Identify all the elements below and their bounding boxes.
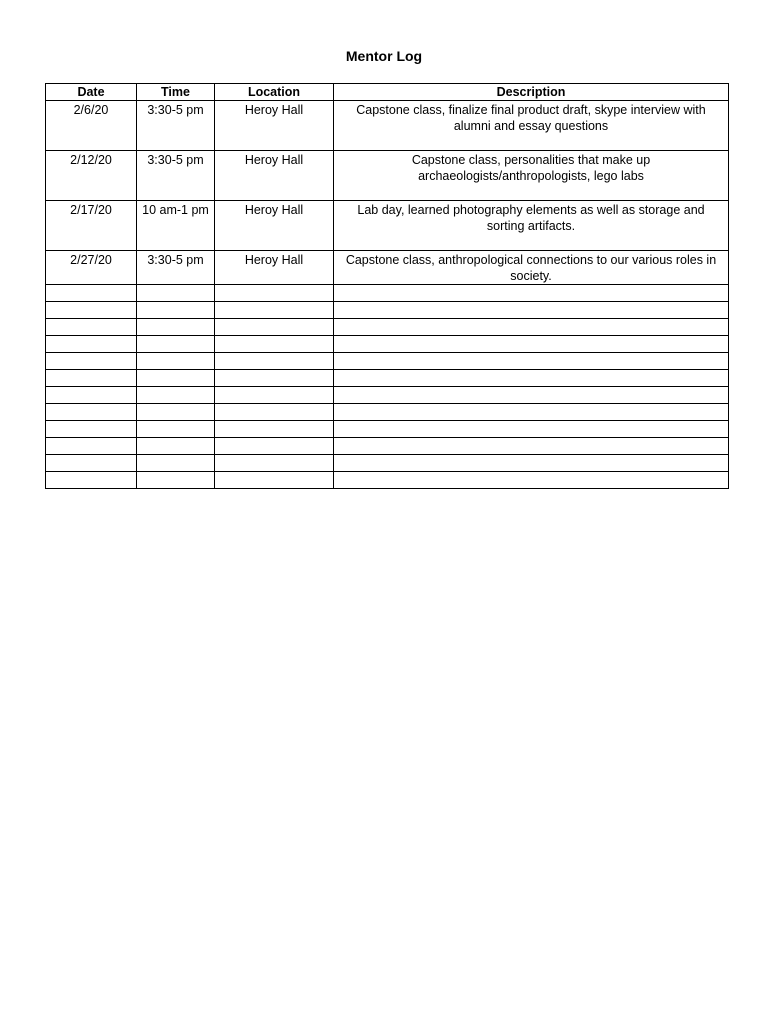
cell-date: 2/27/20 bbox=[46, 251, 137, 285]
blank-cell bbox=[137, 336, 215, 353]
blank-cell bbox=[137, 438, 215, 455]
blank-cell bbox=[137, 285, 215, 302]
blank-cell bbox=[215, 319, 334, 336]
blank-cell bbox=[215, 353, 334, 370]
blank-cell bbox=[334, 455, 729, 472]
mentor-log-table bbox=[45, 83, 729, 489]
blank-cell bbox=[215, 336, 334, 353]
blank-cell bbox=[334, 404, 729, 421]
table-row bbox=[46, 151, 729, 201]
blank-cell bbox=[137, 370, 215, 387]
blank-table-row bbox=[46, 353, 729, 370]
blank-cell bbox=[46, 285, 137, 302]
blank-table-row bbox=[46, 302, 729, 319]
blank-cell bbox=[334, 336, 729, 353]
blank-cell bbox=[46, 319, 137, 336]
cell-date: 2/6/20 bbox=[46, 101, 137, 151]
blank-cell bbox=[46, 353, 137, 370]
blank-cell bbox=[46, 404, 137, 421]
blank-cell bbox=[334, 302, 729, 319]
blank-cell bbox=[215, 438, 334, 455]
blank-cell bbox=[334, 421, 729, 438]
table-header-row bbox=[46, 84, 729, 101]
column-header-time: Time bbox=[137, 84, 215, 101]
column-header-description: Description bbox=[334, 84, 729, 101]
blank-table-row bbox=[46, 455, 729, 472]
blank-table-row bbox=[46, 472, 729, 489]
blank-cell bbox=[215, 455, 334, 472]
cell-description: Capstone class, finalize final product draft, skype interview with alumni and essay questions bbox=[334, 101, 729, 151]
column-header-location: Location bbox=[215, 84, 334, 101]
blank-cell bbox=[334, 353, 729, 370]
blank-cell bbox=[46, 336, 137, 353]
cell-time: 3:30-5 pm bbox=[137, 151, 215, 201]
table-row bbox=[46, 101, 729, 151]
blank-cell bbox=[137, 455, 215, 472]
table-row bbox=[46, 251, 729, 285]
blank-cell bbox=[334, 285, 729, 302]
cell-date: 2/12/20 bbox=[46, 151, 137, 201]
blank-cell bbox=[215, 285, 334, 302]
blank-cell bbox=[215, 421, 334, 438]
blank-cell bbox=[46, 455, 137, 472]
cell-location: Heroy Hall bbox=[215, 151, 334, 201]
table-row bbox=[46, 201, 729, 251]
column-header-date: Date bbox=[46, 84, 137, 101]
blank-cell bbox=[215, 302, 334, 319]
cell-time: 3:30-5 pm bbox=[137, 101, 215, 151]
blank-cell bbox=[46, 421, 137, 438]
blank-table-row bbox=[46, 336, 729, 353]
blank-cell bbox=[137, 421, 215, 438]
blank-cell bbox=[46, 302, 137, 319]
blank-cell bbox=[215, 370, 334, 387]
cell-description: Lab day, learned photography elements as well as storage and sorting artifacts. bbox=[334, 201, 729, 251]
blank-cell bbox=[137, 353, 215, 370]
blank-table-row bbox=[46, 370, 729, 387]
blank-table-row bbox=[46, 319, 729, 336]
blank-cell bbox=[334, 438, 729, 455]
blank-cell bbox=[137, 319, 215, 336]
blank-table-row bbox=[46, 387, 729, 404]
blank-table-row bbox=[46, 438, 729, 455]
cell-description: Capstone class, personalities that make up archaeologists/anthropologists, lego labs bbox=[334, 151, 729, 201]
blank-cell bbox=[46, 370, 137, 387]
blank-cell bbox=[334, 387, 729, 404]
cell-date: 2/17/20 bbox=[46, 201, 137, 251]
cell-location: Heroy Hall bbox=[215, 251, 334, 285]
blank-cell bbox=[334, 472, 729, 489]
blank-cell bbox=[215, 387, 334, 404]
cell-description: Capstone class, anthropological connections to our various roles in society. bbox=[334, 251, 729, 285]
cell-time: 10 am-1 pm bbox=[137, 201, 215, 251]
blank-table-row bbox=[46, 421, 729, 438]
cell-location: Heroy Hall bbox=[215, 201, 334, 251]
blank-cell bbox=[137, 302, 215, 319]
blank-cell bbox=[334, 319, 729, 336]
blank-table-row bbox=[46, 285, 729, 302]
blank-cell bbox=[46, 438, 137, 455]
blank-cell bbox=[46, 472, 137, 489]
blank-cell bbox=[334, 370, 729, 387]
blank-cell bbox=[215, 404, 334, 421]
blank-cell bbox=[46, 387, 137, 404]
blank-cell bbox=[137, 404, 215, 421]
blank-table-row bbox=[46, 404, 729, 421]
blank-cell bbox=[137, 387, 215, 404]
cell-time: 3:30-5 pm bbox=[137, 251, 215, 285]
blank-cell bbox=[137, 472, 215, 489]
page-title: Mentor Log bbox=[345, 48, 423, 64]
blank-cell bbox=[215, 472, 334, 489]
cell-location: Heroy Hall bbox=[215, 101, 334, 151]
